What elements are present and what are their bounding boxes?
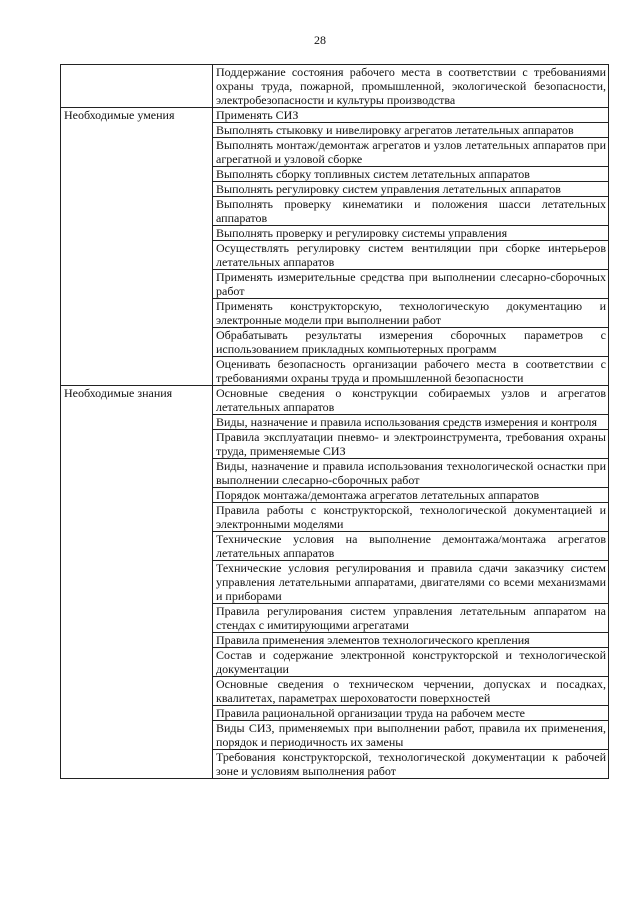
requirement-item-text: Состав и содержание электронной конструкторской и технологической документации	[216, 648, 606, 676]
requirement-item-text: Выполнять монтаж/демонтаж агрегатов и узлов летательных аппаратов при агрегатной и узловой сборке	[216, 138, 606, 166]
requirement-item	[213, 386, 609, 415]
requirement-item	[213, 430, 609, 459]
requirement-item	[213, 706, 609, 721]
requirement-item-text: Основные сведения о конструкции собираемых узлов и агрегатов летательных аппаратов	[216, 386, 606, 414]
requirement-item-text: Порядок монтажа/демонтажа агрегатов летательных аппаратов	[216, 488, 540, 502]
page-number: 28	[314, 33, 326, 47]
requirement-item	[213, 123, 609, 138]
requirement-item	[213, 648, 609, 677]
requirement-item-text: Технические условия регулирования и правила сдачи заказчику систем управления летательными аппаратами, двигателями со всеми механизмами и приборами	[216, 561, 606, 603]
requirement-item-text: Основные сведения о техническом черчении, допусках и посадках, квалитетах, параметрах шероховатости поверхностей	[216, 677, 606, 705]
requirement-item-text: Применять СИЗ	[216, 108, 299, 122]
requirement-item-text: Выполнять проверку и регулировку системы управления	[216, 226, 508, 240]
table-row	[61, 386, 609, 415]
requirements-table-body	[61, 65, 609, 779]
requirement-item	[213, 561, 609, 604]
requirement-item	[213, 167, 609, 182]
requirement-item-text: Применять измерительные средства при выполнении слесарно-сборочных работ	[216, 270, 606, 298]
requirement-item	[213, 197, 609, 226]
requirement-item-text: Правила эксплуатации пневмо- и электроинструмента, требования охраны труда, применяемые СИЗ	[216, 430, 606, 458]
section-label	[61, 65, 213, 108]
requirement-item-text: Виды, назначение и правила использования технологической оснастки при выполнении слесарно-сборочных работ	[216, 459, 606, 487]
requirement-item-text: Требования конструкторской, технологической документации к рабочей зоне и условиям выполнения работ	[216, 750, 606, 778]
requirement-item-text: Правила работы с конструкторской, технологической документацией и электронными моделями	[216, 503, 606, 531]
requirement-item	[213, 532, 609, 561]
requirement-item	[213, 241, 609, 270]
requirement-item-text: Выполнять регулировку систем управления летательных аппаратов	[216, 182, 561, 196]
requirement-item-text: Правила рациональной организации труда на рабочем месте	[216, 706, 525, 720]
requirement-item	[213, 108, 609, 123]
requirement-item	[213, 721, 609, 750]
requirement-item	[213, 357, 609, 386]
requirement-item	[213, 604, 609, 633]
requirement-item	[213, 328, 609, 357]
requirement-item	[213, 65, 609, 108]
requirements-table	[60, 64, 609, 779]
requirement-item-text: Выполнять сборку топливных систем летательных аппаратов	[216, 167, 530, 181]
requirement-item-text: Виды, назначение и правила использования средств измерения и контроля	[216, 415, 598, 429]
requirement-item	[213, 299, 609, 328]
section-label-text: Необходимые умения	[64, 108, 175, 122]
requirement-item	[213, 503, 609, 532]
requirement-item-text: Виды СИЗ, применяемых при выполнении работ, правила их применения, порядок и периодичность их замены	[216, 721, 606, 749]
requirement-item	[213, 270, 609, 299]
section-label-text: Необходимые знания	[64, 386, 173, 400]
requirement-item-text: Правила применения элементов технологического крепления	[216, 633, 530, 647]
requirement-item	[213, 138, 609, 167]
requirement-item-text: Поддержание состояния рабочего места в соответствии с требованиями охраны труда, пожарной, промышленной, экологической безопасности, электробезопасности и культуры производства	[216, 65, 606, 107]
requirement-item-text: Технические условия на выполнение демонтажа/монтажа агрегатов летательных аппаратов	[216, 532, 606, 560]
requirement-item-text: Применять конструкторскую, технологическую документацию и электронные модели при выполнении работ	[216, 299, 606, 327]
section-label	[61, 386, 213, 779]
requirement-item	[213, 677, 609, 706]
requirement-item	[213, 415, 609, 430]
requirement-item	[213, 182, 609, 197]
requirement-item-text: Оценивать безопасность организации рабочего места в соответствии с требованиями охраны труда и промышленной безопасности	[216, 357, 606, 385]
requirement-item	[213, 488, 609, 503]
requirement-item	[213, 459, 609, 488]
table-row	[61, 108, 609, 123]
table-row	[61, 65, 609, 108]
requirement-item	[213, 226, 609, 241]
requirement-item-text: Выполнять стыковку и нивелировку агрегатов летательных аппаратов	[216, 123, 574, 137]
requirement-item	[213, 750, 609, 779]
section-label	[61, 108, 213, 386]
requirement-item-text: Правила регулирования систем управления летательным аппаратом на стендах с имитирующими агрегатами	[216, 604, 606, 632]
requirement-item-text: Осуществлять регулировку систем вентиляции при сборке интерьеров летательных аппаратов	[216, 241, 606, 269]
requirement-item	[213, 633, 609, 648]
requirement-item-text: Обрабатывать результаты измерения сборочных параметров с использованием прикладных компьютерных программ	[216, 328, 606, 356]
requirement-item-text: Выполнять проверку кинематики и положения шасси летательных аппаратов	[216, 197, 606, 225]
